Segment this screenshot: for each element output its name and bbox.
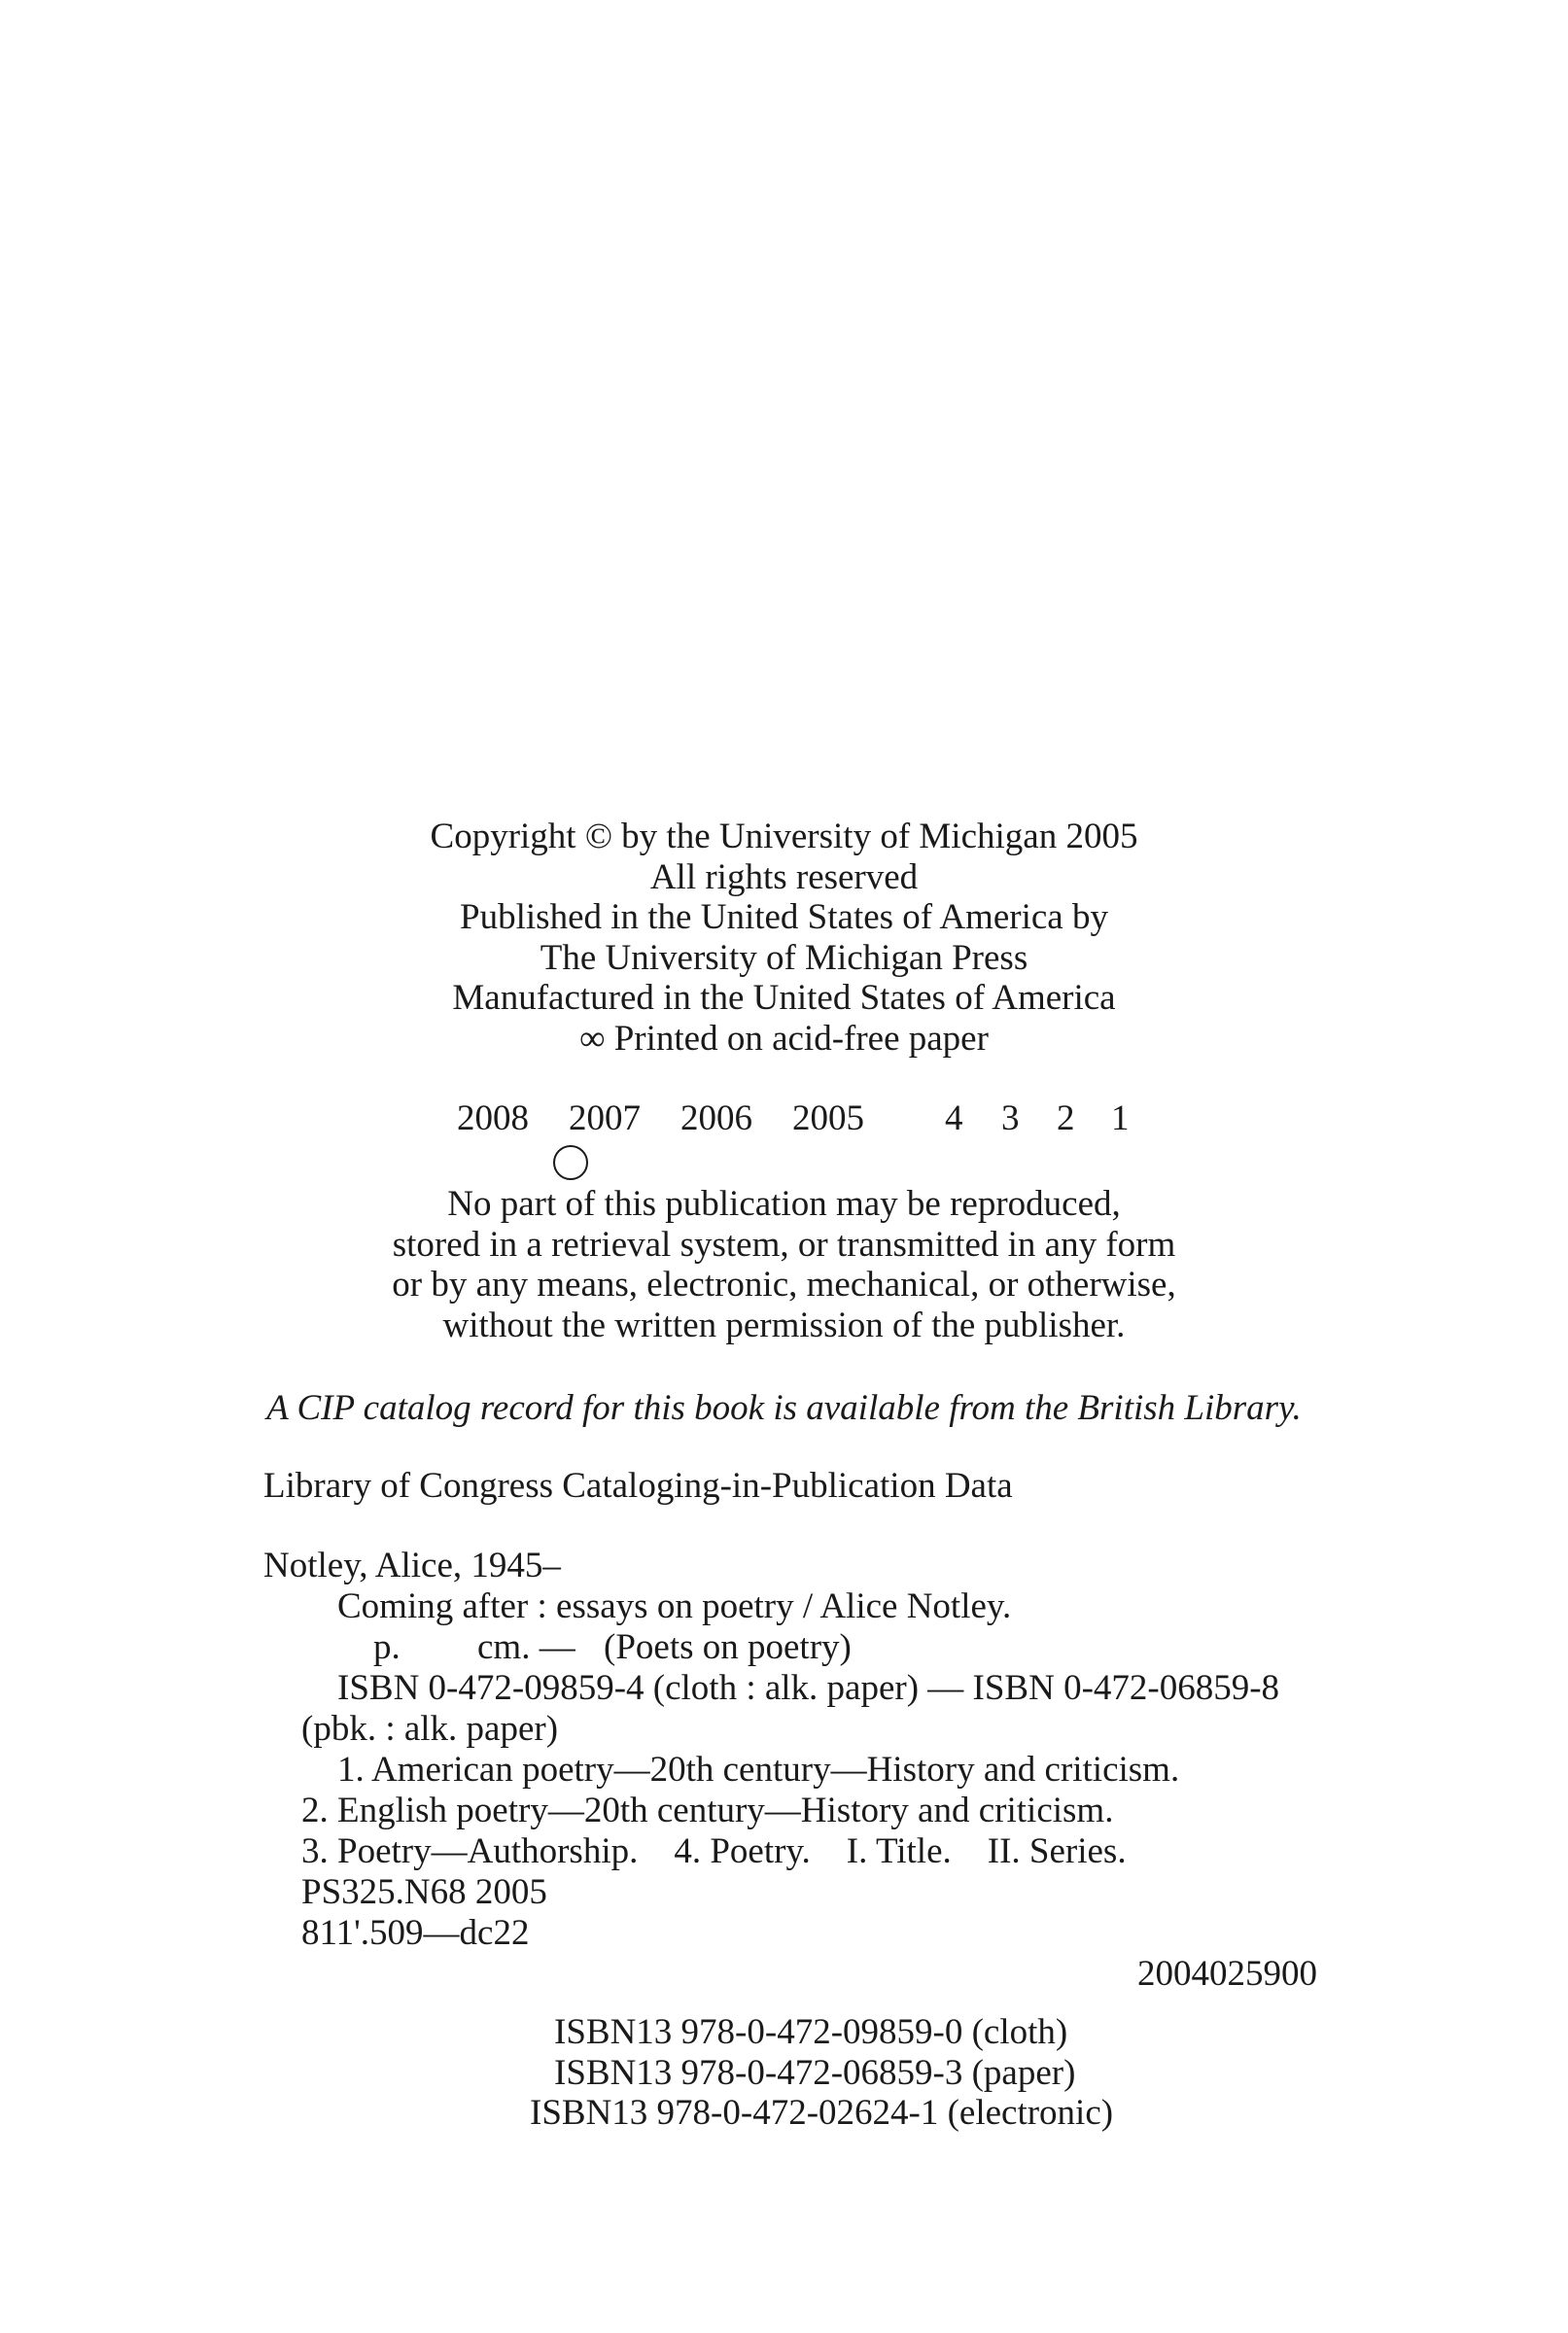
printing-year: 2006 (680, 1098, 752, 1138)
lc-class: PS325.N68 2005 (301, 1872, 547, 1912)
author-entry: Notley, Alice, 1945– (263, 1546, 561, 1585)
dewey-class: 811'.509—dc22 (301, 1913, 530, 1953)
title-entry: Coming after : essays on poetry / Alice Notley. (337, 1586, 1012, 1626)
publisher-name-line: The University of Michigan Press (540, 937, 1028, 978)
series-entry: (Poets on poetry) (604, 1627, 852, 1667)
subject-entry: 1. American poetry—20th century—History and criticism. (337, 1750, 1180, 1790)
isbn13-electronic: ISBN13 978-0-472-02624-1 (electronic) (530, 2093, 1114, 2133)
rights-line: stored in a retrieval system, or transmitted in any form (392, 1224, 1176, 1265)
published-line: Published in the United States of America by (460, 897, 1108, 937)
subject-entry: 2. English poetry—20th century—History and criticism. (301, 1791, 1114, 1830)
subject-entry: 3. Poetry—Authorship. 4. Poetry. I. Title. II. Series. (301, 1831, 1127, 1871)
rights-block (0, 1184, 1568, 1345)
isbn13-paper: ISBN13 978-0-472-06859-3 (paper) (554, 2052, 1076, 2093)
acid-free-line: ∞ Printed on acid-free paper (579, 1018, 989, 1059)
cip-note: A CIP catalog record for this book is available from the British Library. (266, 1388, 1302, 1428)
printing-impression: 4 (945, 1098, 963, 1138)
isbn-entry: ISBN 0-472-09859-4 (cloth : alk. paper) — ISBN 0-472-06859-8 (337, 1668, 1280, 1708)
isbn13-cloth: ISBN13 978-0-472-09859-0 (cloth) (554, 2012, 1068, 2052)
physical-cm: cm. — (477, 1627, 575, 1667)
isbn-entry-cont: (pbk. : alk. paper) (301, 1709, 559, 1749)
isbn13-block (530, 2012, 1113, 2134)
rights-reserved-line: All rights reserved (649, 856, 919, 897)
circle-icon (553, 1145, 588, 1180)
printing-year: 2005 (792, 1098, 864, 1138)
lccn: 2004025900 (1137, 1954, 1317, 1994)
printing-line (457, 1098, 1137, 1138)
printing-impression: 2 (1057, 1098, 1075, 1138)
printing-impression: 1 (1111, 1098, 1130, 1138)
printing-year: 2008 (457, 1098, 529, 1138)
printing-year: 2007 (569, 1098, 641, 1138)
printing-impression: 3 (1001, 1098, 1020, 1138)
rights-line: No part of this publication may be reproduced, (447, 1184, 1121, 1224)
physical-p: p. (373, 1627, 401, 1667)
rights-line: or by any means, electronic, mechanical, or otherwise, (392, 1265, 1176, 1305)
copyright-block (0, 817, 1568, 1059)
copyright-line: Copyright © by the University of Michigan 2005 (430, 817, 1138, 856)
rights-line: without the written permission of the publisher. (442, 1305, 1126, 1345)
loc-heading: Library of Congress Cataloging-in-Publication Data (263, 1466, 1013, 1506)
manufactured-line: Manufactured in the United States of America (452, 978, 1116, 1018)
